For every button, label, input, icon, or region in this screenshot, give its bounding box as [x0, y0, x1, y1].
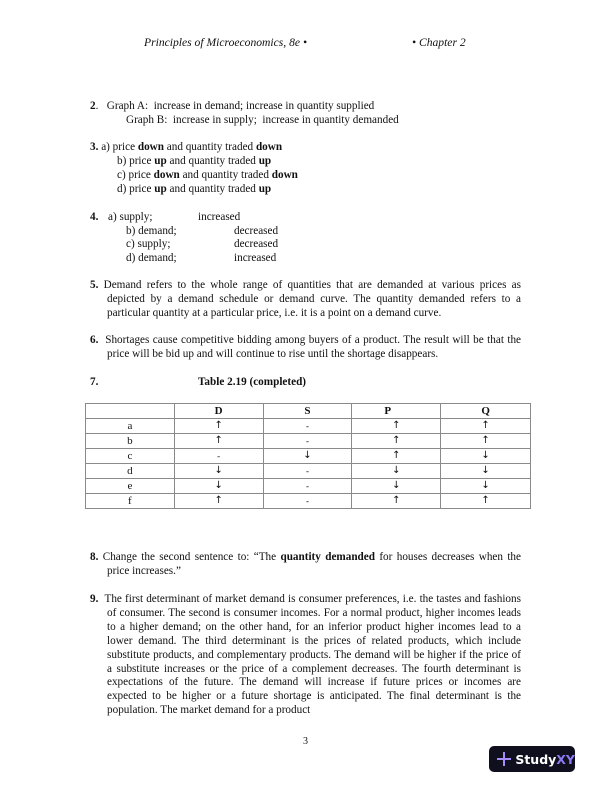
- cell-p: ↓: [352, 464, 441, 479]
- cell-s: -: [263, 419, 352, 434]
- cell-d: ↑: [174, 419, 263, 434]
- table-row: [86, 434, 531, 449]
- q9-paragraph: [90, 593, 521, 718]
- table-header-p: P: [352, 404, 441, 419]
- cell-d: ↓: [174, 479, 263, 494]
- q3-text: and quantity traded: [163, 141, 256, 153]
- cell-q: ↓: [441, 479, 531, 494]
- cell-d: -: [174, 449, 263, 464]
- cell-s: -: [263, 494, 352, 509]
- q5-text: Demand refers to the whole range of quantities that are demanded at various prices as depicted by a demand schedule or demand curve. The quantity demanded refers to a particular quantity at a particular price, i.e. it is a point on a demand curve.: [103, 279, 521, 319]
- table-row: [86, 419, 531, 434]
- q7-number: [90, 376, 98, 389]
- brand-main: Study: [515, 751, 557, 767]
- cell-q: ↓: [441, 464, 531, 479]
- row-label: a: [86, 419, 175, 434]
- q7-num-text: 7.: [90, 376, 99, 388]
- cell-p: ↑: [352, 419, 441, 434]
- q6-number: 6.: [90, 334, 99, 346]
- q8-bold-text: quantity demanded: [280, 551, 375, 563]
- cell-p: ↑: [352, 434, 441, 449]
- q3-bold: up: [154, 155, 167, 167]
- q4-item-c-label: c) supply;: [126, 238, 171, 250]
- q4-item-d-label: d) demand;: [126, 252, 177, 264]
- table-title: [198, 376, 306, 389]
- q3-text: and quantity traded: [166, 183, 259, 195]
- cell-s: -: [263, 434, 352, 449]
- cell-q: ↓: [441, 449, 531, 464]
- q6-paragraph: [90, 334, 521, 362]
- q8-number: 8.: [90, 551, 99, 563]
- running-header-chapter: • Chapter 2: [412, 36, 466, 49]
- q2-graph-a: Graph A: increase in demand; increase in quantity supplied: [106, 100, 375, 112]
- q3-text: d) price: [117, 183, 155, 195]
- studyxy-badge[interactable]: [489, 746, 575, 772]
- q4-item-b-value: decreased: [234, 225, 279, 237]
- cell-p: ↓: [352, 479, 441, 494]
- q5-paragraph: [90, 279, 521, 321]
- table-header-d: D: [174, 404, 263, 419]
- brand-accent: XY: [556, 751, 575, 767]
- q3-text: c) price: [117, 169, 154, 181]
- cell-q: ↑: [441, 434, 531, 449]
- q2-line1: 2. Graph A: increase in demand; increase in quantity supplied: [90, 100, 375, 112]
- cell-q: ↑: [441, 494, 531, 509]
- studyxy-logo-text: [515, 752, 575, 767]
- q8-text: for houses decreases when the price increases.”: [107, 551, 521, 577]
- cell-d: ↑: [174, 434, 263, 449]
- q3-text: a) price: [101, 141, 138, 153]
- q3-bold: down: [271, 169, 298, 181]
- table-header-s: S: [263, 404, 352, 419]
- q3-item-b: [117, 155, 271, 168]
- q3-bold: down: [255, 141, 283, 153]
- q3-bold: up: [258, 155, 272, 167]
- table-header-blank: [86, 404, 175, 419]
- row-label: f: [86, 494, 175, 509]
- running-header-title: Principles of Microeconomics, 8e •: [144, 36, 308, 49]
- q3-item-a: [90, 141, 282, 154]
- q4-item-b-label: b) demand;: [126, 225, 177, 237]
- row-label: d: [86, 464, 175, 479]
- page-number: 3: [303, 736, 308, 747]
- q8-text: Change the second sentence to: “The: [102, 551, 281, 563]
- table-header-q: Q: [441, 404, 531, 419]
- q3-text: and quantity traded: [166, 155, 259, 167]
- q4-number: [90, 211, 98, 224]
- q4-item-a-label: a) supply;: [108, 211, 153, 223]
- plus-icon: [497, 752, 509, 766]
- q3-number: 3.: [90, 141, 99, 153]
- q3-bold: up: [154, 183, 167, 195]
- q3-item-d: [117, 183, 271, 196]
- q4-item-c-value: decreased: [234, 238, 279, 250]
- q3-text: b) price: [117, 155, 155, 167]
- q3-bold: down: [153, 169, 180, 181]
- cell-s: ↓: [263, 449, 352, 464]
- cell-s: -: [263, 479, 352, 494]
- table-row: [86, 494, 531, 509]
- cell-p: ↑: [352, 449, 441, 464]
- row-label: b: [86, 434, 175, 449]
- cell-d: ↑: [174, 494, 263, 509]
- q2-number: 2: [90, 100, 96, 112]
- cell-d: ↓: [174, 464, 263, 479]
- q8-paragraph: [90, 551, 521, 579]
- row-label: c: [86, 449, 175, 464]
- q4-item-a-value: increased: [198, 211, 241, 223]
- q9-number: 9.: [90, 593, 99, 605]
- table-row: [86, 464, 531, 479]
- table-row: [86, 479, 531, 494]
- q3-bold: down: [137, 141, 164, 153]
- q3-item-c: [117, 169, 298, 182]
- q6-text: Shortages cause competitive bidding among buyers of a product. The result will be that the price will be bid up and will continue to rise until the shortage disappears.: [105, 334, 522, 360]
- table-title-text: Table 2.19 (completed): [198, 376, 307, 388]
- q5-number: 5.: [90, 279, 99, 291]
- q3-bold: up: [258, 183, 272, 195]
- q4-item-d-value: increased: [234, 252, 277, 264]
- table-2-19: [85, 403, 531, 509]
- q9-text: The first determinant of market demand is consumer preferences, i.e. the tastes and fashions of consumer. The second is consumer incomes. For a normal product, higher incomes leads to a higher demand; on the other hand, for an inferior product higher incomes lead to a lower demand. The third determinant is the prices of related products, which include substitute products, and complementary products. The demand will be higher if the price of a substitute increases or the price of a complement decreases. The fourth determinant is expectations of the future. The demand will increase if future prices or incomes are expected to be higher or a future shortage is anticipated. The final determinant is the population. The market demand for a product: [104, 593, 521, 717]
- row-label: e: [86, 479, 175, 494]
- cell-s: -: [263, 464, 352, 479]
- q4-num-text: 4.: [90, 211, 99, 223]
- cell-p: ↑: [352, 494, 441, 509]
- q3-text: and quantity traded: [179, 169, 272, 181]
- q2-graph-b: Graph B: increase in supply; increase in quantity demanded: [126, 114, 399, 126]
- table-row: [86, 449, 531, 464]
- cell-q: ↑: [441, 419, 531, 434]
- table-header-row: [86, 404, 531, 419]
